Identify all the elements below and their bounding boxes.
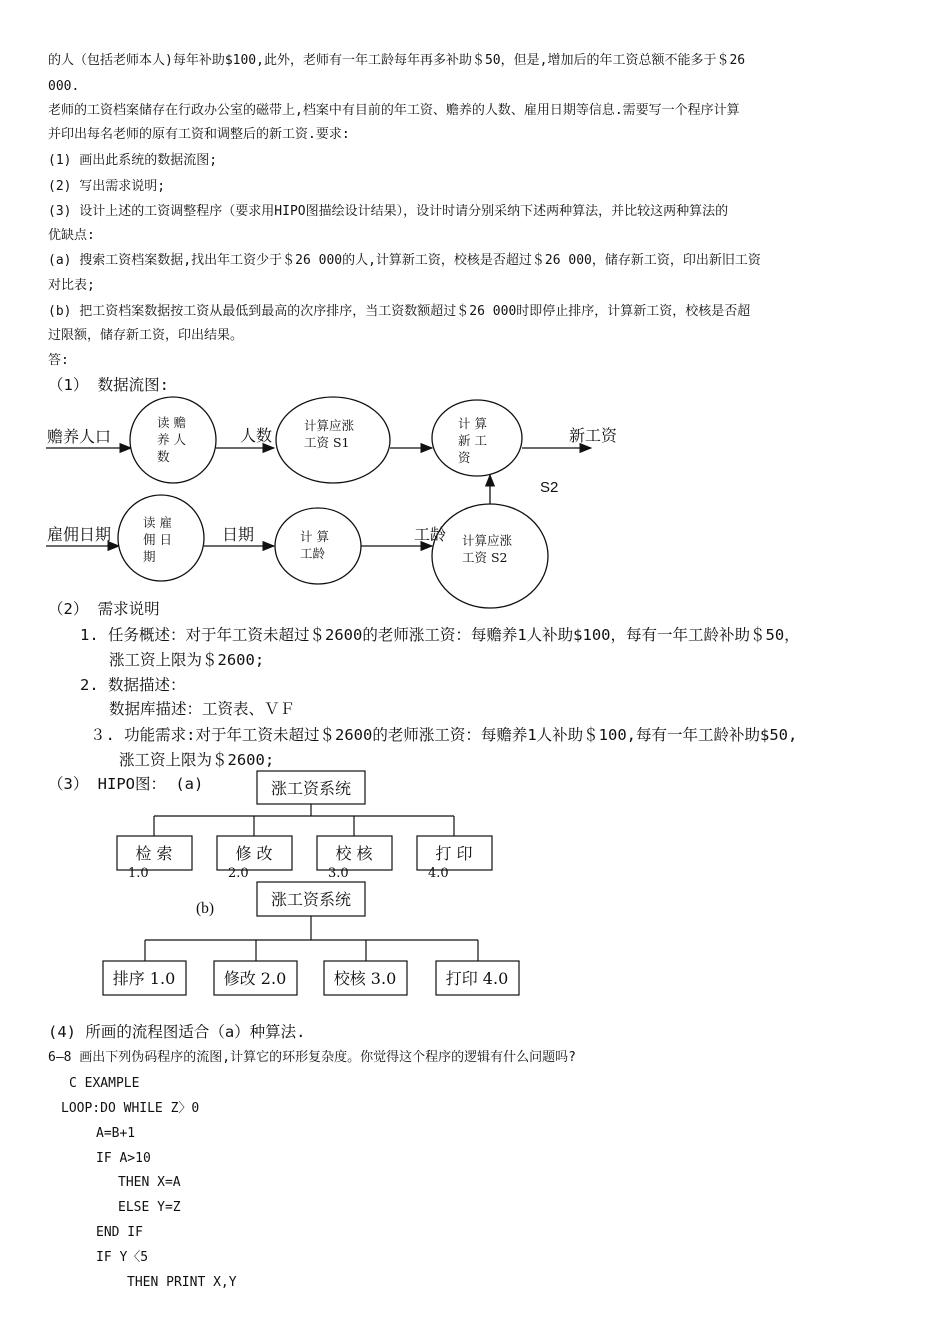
question-b2: 过限额，储存新工资，印出结果。	[48, 328, 244, 343]
code-line-1: C EXAMPLE	[69, 1076, 140, 1091]
code-line-2: LOOP:DO WHILE Z〉0	[61, 1101, 200, 1116]
p2-line2: 工资 S1	[304, 435, 350, 450]
req-item-2b: 数据库描述：工资表、ＶＦ	[109, 700, 296, 718]
p5-line1: 计 算	[300, 529, 329, 544]
hipo-b-sort-label: 排序 1.0	[112, 969, 176, 988]
input-dependents-label: 赡养人口	[47, 427, 112, 446]
p5-line2: 工龄	[300, 546, 326, 561]
code-line-8: IF Y〈5	[96, 1250, 149, 1265]
hipo-a-search-label: 检 索	[135, 844, 173, 863]
section-3-heading: （3） HIPO图： (a)	[48, 775, 204, 793]
hipo-b-root-label: 涨工资系统	[270, 890, 352, 909]
question-b1: (b) 把工资档案数据按工资从最低到最高的次序排序，当工资数额超过＄26 000时即停止排序，计算新工资，校核是否超	[48, 304, 751, 319]
code-line-6: ELSE Y=Z	[118, 1200, 181, 1215]
intro-line-4: 并印出每名老师的原有工资和调整后的新工资.要求:	[48, 127, 350, 142]
hipo-a-check-label: 校 核	[335, 844, 373, 863]
p2-line1: 计算应涨	[304, 418, 355, 433]
hipo-a-check-num: 3.0	[328, 866, 349, 881]
p3-line1: 计 算	[458, 416, 487, 431]
intro-line-3: 老师的工资档案储存在行政办公室的磁带上,档案中有目前的年工资、赡养的人数、雇用日期等信息.需要写一个程序计算	[48, 103, 740, 118]
hipo-a-print-num: 4.0	[428, 866, 449, 881]
intro-line-1: 的人（包括老师本人)每年补助$100,此外，老师有一年工龄每年再多补助＄50，但是,增加后的年工资总额不能多于＄26	[48, 53, 746, 68]
code-line-7: END IF	[96, 1225, 143, 1240]
req-item-3a: ３. 功能需求:对于年工资未超过＄2600的老师涨工资：每赡养1人补助＄100,每有一年工龄补助$50,	[90, 726, 798, 744]
code-line-3: A=B+1	[96, 1126, 136, 1141]
p1-line3: 数	[157, 449, 170, 464]
output-new-salary-label: 新工资	[569, 426, 618, 445]
p1-line2: 养 人	[157, 432, 186, 447]
section-2-heading: （2） 需求说明	[48, 600, 160, 618]
hipo-b-check-label: 校核 3.0	[333, 969, 397, 988]
req-item-2a: 2. 数据描述：	[80, 676, 186, 694]
section-4-text: (4) 所画的流程图适合（a）种算法.	[48, 1023, 306, 1041]
hipo-b-print-label: 打印 4.0	[445, 969, 509, 988]
hipo-a-modify-num: 2.0	[228, 866, 249, 881]
req-item-1b: 涨工资上限为＄2600;	[109, 651, 265, 669]
flow-seniority-label: 工龄	[414, 525, 447, 544]
p4-line1: 读 雇	[143, 515, 172, 530]
p3-line3: 资	[458, 450, 471, 465]
flow-date-label: 日期	[222, 525, 255, 544]
section-1-heading: （1） 数据流图:	[48, 376, 169, 394]
hipo-a-modify-label: 修 改	[235, 844, 273, 863]
answer-label: 答:	[48, 353, 69, 368]
p4-line3: 期	[143, 549, 156, 564]
question-3b: 优缺点:	[48, 228, 95, 243]
p4-line2: 佣 日	[143, 532, 172, 547]
p3-line2: 新 工	[458, 433, 487, 448]
problem-6-8: 6—8 画出下列伪码程序的流图,计算它的环形复杂度。你觉得这个程序的逻辑有什么问题吗?	[48, 1050, 576, 1065]
question-1: (1) 画出此系统的数据流图;	[48, 153, 218, 168]
question-2: (2) 写出需求说明;	[48, 179, 166, 194]
question-a1: (a) 搜索工资档案数据,找出年工资少于＄26 000的人,计算新工资，校核是否超过＄26 000，储存新工资，印出新旧工资	[48, 253, 761, 268]
intro-line-2: 000.	[48, 79, 80, 94]
hipo-a-search-num: 1.0	[128, 866, 149, 881]
code-line-9: THEN PRINT X,Y	[127, 1275, 237, 1290]
question-a2: 对比表;	[48, 278, 95, 293]
code-line-5: THEN X=A	[118, 1175, 181, 1190]
req-item-3b: 涨工资上限为＄2600;	[119, 751, 275, 769]
hipo-a-root-label: 涨工资系统	[270, 779, 352, 798]
input-hire-date-label: 雇佣日期	[47, 525, 112, 544]
hipo-b-label: (b)	[196, 900, 215, 917]
p1-line1: 读 赡	[157, 415, 186, 430]
p6-line2: 工资 S2	[462, 550, 508, 565]
hipo-a-print-label: 打 印	[435, 844, 473, 863]
code-line-4: IF A>10	[96, 1151, 151, 1166]
flow-count-label: 人数	[240, 426, 273, 445]
p6-line1: 计算应涨	[462, 533, 513, 548]
req-item-1a: 1. 任务概述：对于年工资未超过＄2600的老师涨工资：每赡养1人补助$100，每有一年工龄补助＄50，	[80, 626, 800, 644]
question-3a: (3) 设计上述的工资调整程序（要求用HIPO图描绘设计结果），设计时请分别采纳下述两种算法，并比较这两种算法的	[48, 204, 729, 219]
hipo-b-modify-label: 修改 2.0	[223, 969, 287, 988]
flow-s2-label: S2	[540, 479, 559, 496]
